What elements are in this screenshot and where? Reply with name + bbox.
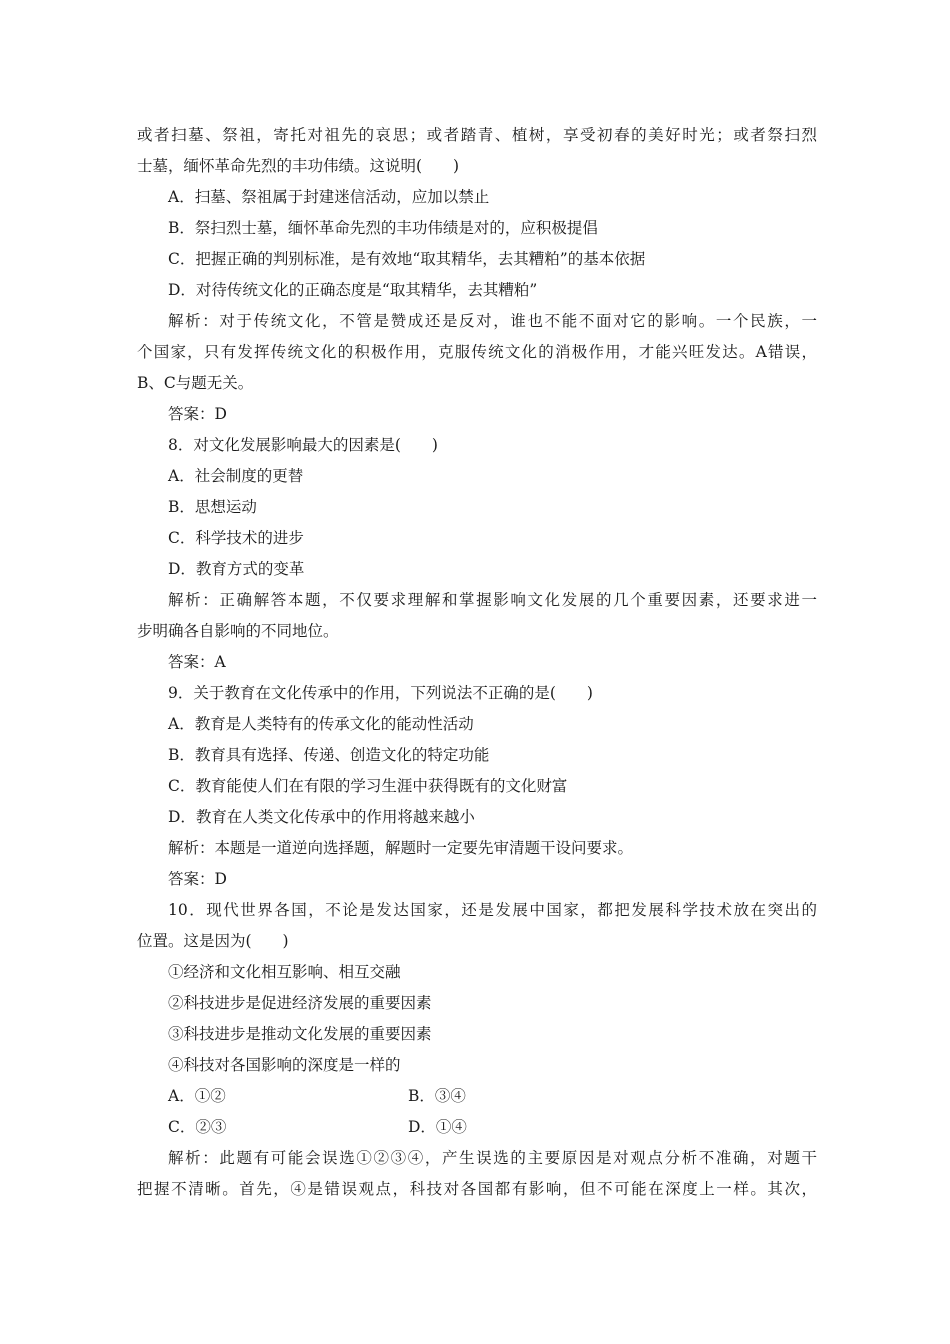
q10-option-d: D．①④ — [408, 1118, 467, 1136]
q9-option-c: C．教育能使人们在有限的学习生涯中获得既有的文化财富 — [168, 777, 568, 795]
q7-stem-line-2: 士墓，缅怀革命先烈的丰功伟绩。这说明( ) — [137, 157, 460, 175]
q8-answer: 答案：A — [168, 653, 226, 671]
q10-option-b: B．③④ — [408, 1087, 466, 1105]
document-page — [137, 120, 817, 1205]
q9-option-d: D．教育在人类文化传承中的作用将越来越小 — [168, 808, 475, 826]
q10-analysis-line-1: 解析：此题有可能会误选①②③④，产生误选的主要原因是对观点分析不准确，对题干 — [168, 1149, 817, 1167]
q10-stem-line-1: 10．现代世界各国，不论是发达国家，还是发展中国家，都把发展科学技术放在突出的 — [168, 901, 817, 919]
q8-option-a: A．社会制度的更替 — [168, 467, 304, 485]
q8-analysis-line-2: 步明确各自影响的不同地位。 — [137, 622, 339, 640]
q9-option-a: A．教育是人类特有的传承文化的能动性活动 — [168, 715, 474, 733]
q7-answer: 答案：D — [168, 405, 227, 423]
q10-option-a: A．①② — [168, 1087, 226, 1105]
q8-option-d: D．教育方式的变革 — [168, 560, 305, 578]
q7-analysis-line-3: B、C与题无关。 — [137, 374, 254, 392]
q8-analysis-line-1: 解析：正确解答本题，不仅要求理解和掌握影响文化发展的几个重要因素，还要求进一 — [168, 591, 817, 609]
q7-option-a: A．扫墓、祭祖属于封建迷信活动，应加以禁止 — [168, 188, 490, 206]
q9-analysis: 解析：本题是一道逆向选择题，解题时一定要先审清题干设问要求。 — [168, 839, 634, 857]
q9-answer: 答案：D — [168, 870, 227, 888]
q7-analysis-line-1: 解析：对于传统文化，不管是赞成还是反对，谁也不能不面对它的影响。一个民族，一 — [168, 312, 817, 330]
q9-option-b: B．教育具有选择、传递、创造文化的特定功能 — [168, 746, 490, 764]
q8-stem: 8．对文化发展影响最大的因素是( ) — [168, 436, 438, 454]
q8-option-c: C．科学技术的进步 — [168, 529, 304, 547]
q8-option-b: B．思想运动 — [168, 498, 257, 516]
q7-stem-line-1: 或者扫墓、祭祖，寄托对祖先的哀思；或者踏青、植树，享受初春的美好时光；或者祭扫烈 — [137, 126, 817, 144]
q10-option-c: C．②③ — [168, 1118, 227, 1136]
q7-option-d: D．对待传统文化的正确态度是“取其精华，去其糟粕” — [168, 281, 538, 299]
q7-option-b: B．祭扫烈士墓，缅怀革命先烈的丰功伟绩是对的，应积极提倡 — [168, 219, 598, 237]
q7-option-c: C．把握正确的判别标准，是有效地“取其精华，去其糟粕”的基本依据 — [168, 250, 646, 268]
q10-options-row-1 — [137, 1081, 817, 1112]
q9-stem: 9．关于教育在文化传承中的作用，下列说法不正确的是( ) — [168, 684, 593, 702]
q7-analysis-line-2: 个国家，只有发挥传统文化的积极作用，克服传统文化的消极作用，才能兴旺发达。A错误， — [137, 343, 817, 361]
q10-options-row-2 — [137, 1112, 817, 1143]
q10-statement-3: ③科技进步是推动文化发展的重要因素 — [168, 1025, 432, 1043]
q10-statement-2: ②科技进步是促进经济发展的重要因素 — [168, 994, 432, 1012]
q10-analysis-line-2: 把握不清晰。首先，④是错误观点，科技对各国都有影响，但不可能在深度上一样。其次， — [137, 1180, 817, 1198]
q10-statement-4: ④科技对各国影响的深度是一样的 — [168, 1056, 401, 1074]
q10-statement-1: ①经济和文化相互影响、相互交融 — [168, 963, 401, 981]
q10-stem-line-2: 位置。这是因为( ) — [137, 932, 289, 950]
